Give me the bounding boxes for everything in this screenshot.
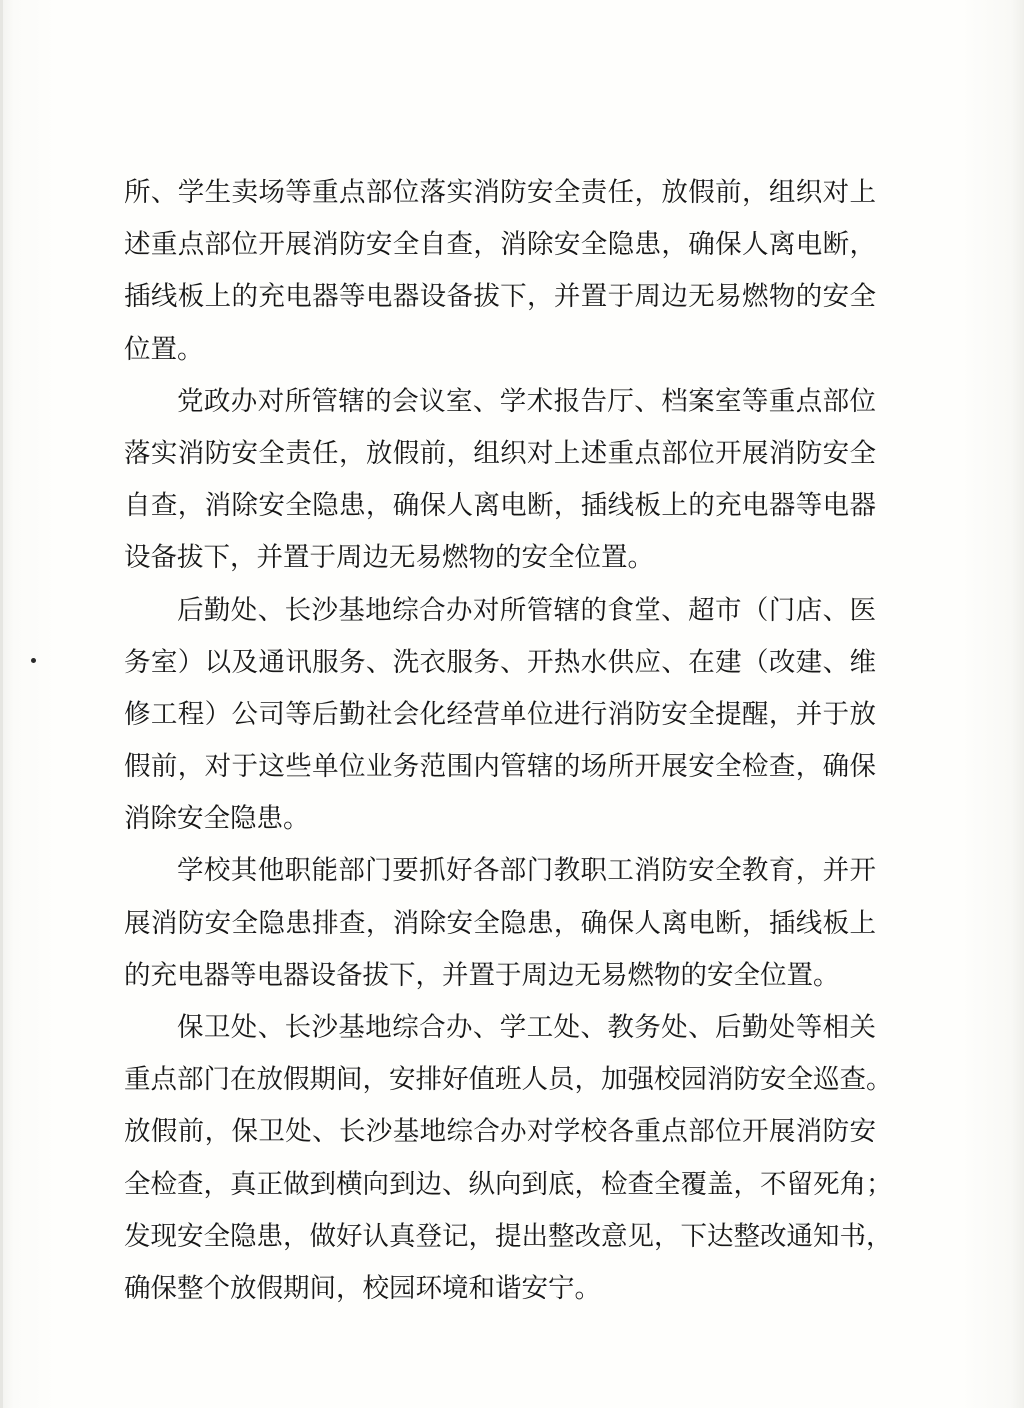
text-line: 党政办对所管辖的会议室、学术报告厅、档案室等重点部位 — [177, 385, 876, 417]
text-line: 发现安全隐患，做好认真登记，提出整改意见，下达整改通知书， — [124, 1220, 893, 1252]
text-line: 的充电器等电器设备拔下，并置于周边无易燃物的安全位置。 — [124, 959, 840, 991]
paragraph-1 — [124, 167, 876, 376]
text-line: 所、学生卖场等重点部位落实消防安全责任，放假前，组织对上 — [124, 177, 876, 208]
text-line: 展消防安全隐患排查，消除安全隐患，确保人离电断，插线板上 — [124, 907, 876, 939]
text-line: 设备拔下，并置于周边无易燃物的安全位置。 — [124, 542, 654, 574]
paragraph-2 — [124, 376, 876, 585]
text-line: 保卫处、长沙基地综合办、学工处、教务处、后勤处等相关 — [177, 1012, 876, 1043]
text-line: 消除安全隐患。 — [124, 803, 310, 835]
text-line: 全检查，真正做到横向到边、纵向到底，检查全覆盖，不留死角； — [124, 1168, 893, 1200]
text-line: 位置。 — [124, 333, 204, 365]
text-line: 放假前，保卫处、长沙基地综合办对学校各重点部位开展消防安 — [124, 1116, 876, 1148]
body-text — [124, 167, 893, 1315]
text-line: 述重点部位开展消防安全自查，消除安全隐患，确保人离电断， — [124, 229, 876, 261]
text-line: 确保整个放假期间，校园环境和谐安宁。 — [124, 1272, 601, 1304]
paragraph-5 — [124, 1002, 893, 1315]
text-line: 落实消防安全责任，放假前，组织对上述重点部位开展消防安全 — [124, 437, 876, 469]
text-line: 重点部门在放假期间，安排好值班人员，加强校园消防安全巡查。 — [124, 1064, 893, 1096]
scan-speck — [31, 658, 36, 663]
text-line: 后勤处、长沙基地综合办对所管辖的食堂、超市（门店、医 — [177, 594, 876, 626]
text-line: 插线板上的充电器等电器设备拔下，并置于周边无易燃物的安全 — [124, 281, 876, 313]
paragraph-4 — [124, 845, 876, 1002]
text-line: 修工程）公司等后勤社会化经营单位进行消防安全提醒，并于放 — [124, 698, 876, 730]
text-line: 学校其他职能部门要抓好各部门教职工消防安全教育，并开 — [177, 855, 876, 887]
text-line: 假前，对于这些单位业务范围内管辖的场所开展安全检查，确保 — [124, 751, 876, 783]
scan-edge — [0, 0, 3, 1408]
text-line: 自查，消除安全隐患，确保人离电断，插线板上的充电器等电器 — [124, 490, 876, 522]
text-line: 务室）以及通讯服务、洗衣服务、开热水供应、在建（改建、维 — [124, 646, 876, 678]
paragraph-3 — [124, 585, 876, 846]
